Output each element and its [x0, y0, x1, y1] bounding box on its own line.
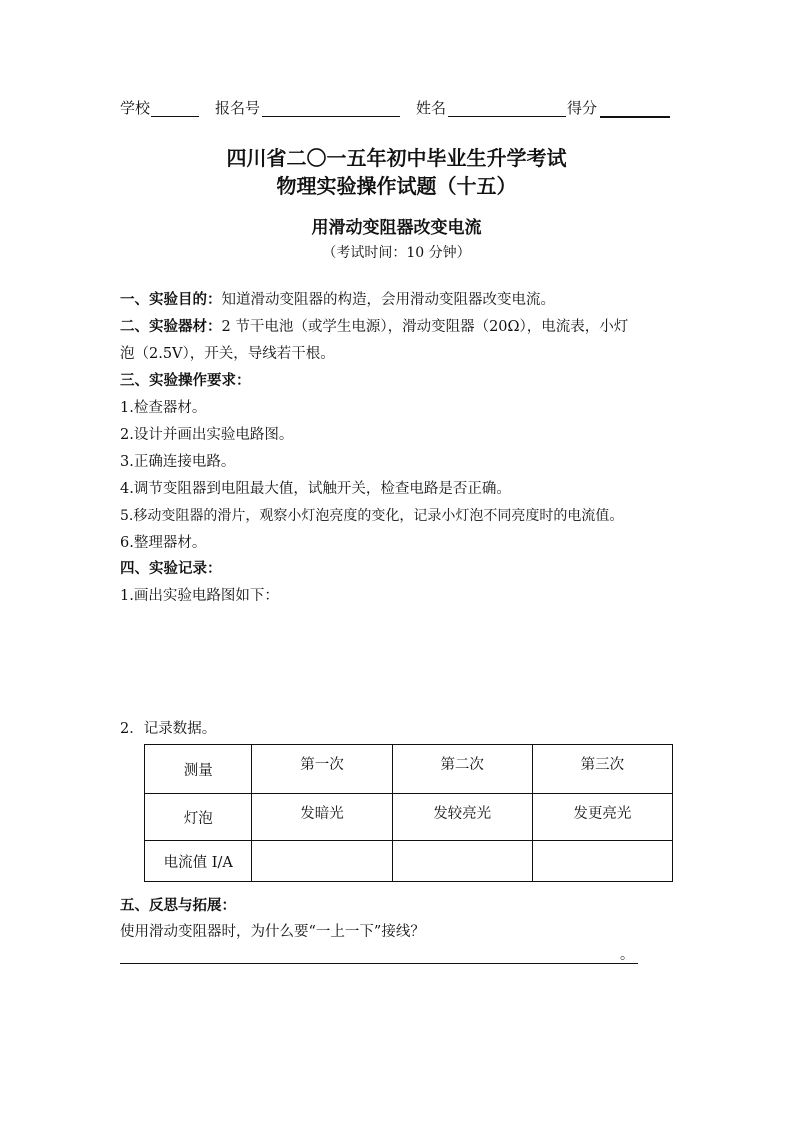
- table-row: [145, 745, 673, 794]
- score-label: 得分: [567, 99, 598, 117]
- current-value-cell[interactable]: [532, 841, 672, 882]
- name-label: 姓名: [416, 99, 447, 117]
- table-header-cell: 第三次: [532, 745, 672, 794]
- answer-end-mark: 。: [620, 947, 634, 963]
- requirement-item: 5.移动变阻器的滑片，观察小灯泡亮度的变化，记录小灯泡不同亮度时的电流值。: [120, 508, 624, 524]
- requirement-item: 2.设计并画出实验电路图。: [120, 427, 294, 443]
- table-cell: 发暗光: [252, 794, 392, 841]
- school-blank[interactable]: [151, 116, 199, 117]
- exam-title-line1: 四川省二〇一五年初中毕业生升学考试: [226, 146, 567, 170]
- table-cell: 电流值 I/A: [145, 841, 252, 882]
- data-table: [144, 744, 673, 882]
- requirement-item: 4.调节变阻器到电阻最大值，试触开关，检查电路是否正确。: [120, 481, 511, 497]
- table-row: [145, 841, 673, 882]
- purpose-heading: 一、实验目的：: [120, 291, 222, 308]
- purpose-text: 知道滑动变阻器的构造，会用滑动变阻器改变电流。: [221, 292, 555, 308]
- reflection-question: 使用滑动变阻器时，为什么要“一上一下”接线？: [120, 924, 425, 940]
- answer-line[interactable]: [120, 963, 638, 964]
- exam-title-line2: 物理实验操作试题（十五）: [276, 174, 517, 198]
- materials-heading: 二、实验器材：: [120, 318, 222, 335]
- record-item-data: 2．记录数据。: [120, 721, 217, 737]
- materials-text-line1: 2 节干电池（或学生电源），滑动变阻器（20Ω），电流表，小灯: [221, 319, 629, 335]
- record-item-diagram: 1.画出实验电路图如下：: [120, 588, 279, 604]
- table-row: [145, 794, 673, 841]
- requirement-item: 6.整理器材。: [120, 535, 207, 551]
- student-info-line: [120, 98, 680, 120]
- exam-no-label: 报名号: [215, 99, 261, 117]
- time-note: （考试时间：10 分钟）: [322, 245, 471, 261]
- materials-text-line2: 泡（2.5V），开关，导线若干根。: [120, 346, 335, 362]
- table-cell: 发较亮光: [392, 794, 532, 841]
- experiment-title: 用滑动变阻器改变电流: [311, 218, 482, 238]
- name-blank[interactable]: [448, 116, 566, 117]
- exam-no-blank[interactable]: [262, 116, 400, 117]
- requirement-item: 1.检查器材。: [120, 400, 207, 416]
- current-value-cell[interactable]: [392, 841, 532, 882]
- table-header-cell: 第一次: [252, 745, 392, 794]
- purpose-line: [120, 289, 555, 311]
- current-value-cell[interactable]: [252, 841, 392, 882]
- table-cell: 灯泡: [145, 794, 252, 841]
- requirement-item: 3.正确连接电路。: [120, 454, 236, 470]
- table-cell: 发更亮光: [532, 794, 672, 841]
- reflection-heading: 五、反思与拓展：: [120, 897, 236, 914]
- table-header-cell: 测量: [145, 745, 252, 794]
- materials-line1: [120, 316, 628, 338]
- requirements-heading: 三、实验操作要求：: [120, 372, 251, 389]
- table-header-cell: 第二次: [392, 745, 532, 794]
- school-label: 学校: [120, 99, 151, 117]
- record-heading: 四、实验记录：: [120, 560, 222, 577]
- score-blank[interactable]: [600, 116, 670, 118]
